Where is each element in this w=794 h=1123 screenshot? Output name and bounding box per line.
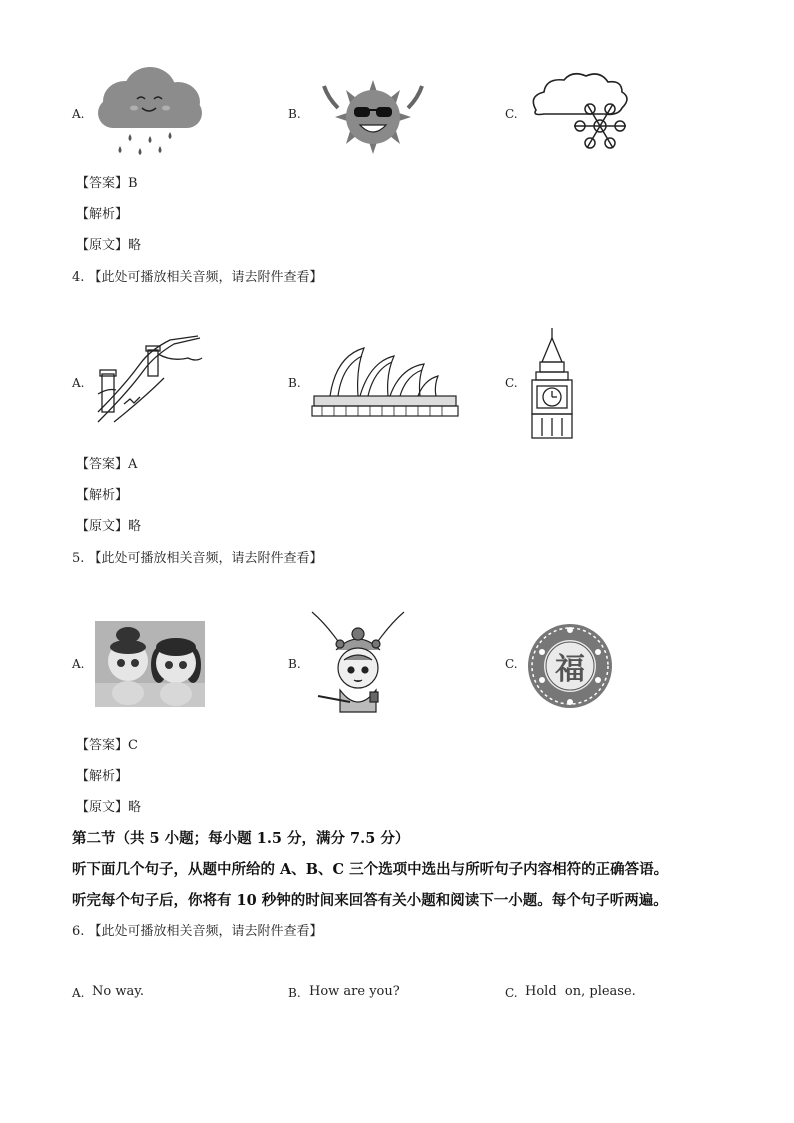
q4-answer: 【答案】A (76, 457, 138, 472)
q5-prompt: 5. 【此处可播放相关音频，请去附件查看】 (72, 551, 323, 566)
rain-cloud-icon (90, 66, 208, 158)
sun-with-sunglasses-icon (310, 78, 436, 156)
option-a-letter: A. (72, 107, 85, 121)
q5-answer: 【答案】C (76, 738, 138, 753)
option-a-text: No way. (92, 984, 144, 999)
q3-answer: 【答案】B (76, 176, 138, 191)
option-c-letter: C. (505, 657, 518, 671)
dolls-photo-icon (95, 621, 205, 707)
sydney-opera-house-icon (310, 344, 460, 420)
fu-character: 福 (555, 652, 585, 687)
q5-original: 【原文】略 (76, 800, 142, 815)
q3-analysis: 【解析】 (76, 207, 129, 222)
option-b-letter: B. (288, 376, 301, 390)
peking-opera-figure-icon (310, 610, 406, 718)
section2-title: 第二节（共 5 小题；每小题 1.5 分，满分 7.5 分） (72, 830, 410, 847)
fu-paper-cut-icon (526, 622, 614, 710)
q4-prompt: 4. 【此处可播放相关音频，请去附件查看】 (72, 270, 323, 285)
option-c-letter: C. (505, 376, 518, 390)
big-ben-icon (526, 326, 578, 440)
option-b-text: How are you? (309, 984, 400, 999)
q4-analysis: 【解析】 (76, 488, 129, 503)
q3-original: 【原文】略 (76, 238, 142, 253)
option-c-letter: C. (505, 986, 518, 1000)
great-wall-icon (94, 334, 204, 428)
section2-instruction-2: 听完每个句子后，你将有 10 秒钟的时间来回答有关小题和阅读下一小题。每个句子听两遍。 (72, 892, 668, 909)
option-b-letter: B. (288, 107, 301, 121)
option-c-letter: C. (505, 107, 518, 121)
q5-analysis: 【解析】 (76, 769, 129, 784)
option-a-letter: A. (72, 657, 85, 671)
section2-instruction-1: 听下面几个句子，从题中所给的 A、B、C 三个选项中选出与所听句子内容相符的正确答语。 (72, 861, 669, 878)
option-b-letter: B. (288, 657, 301, 671)
option-b-letter: B. (288, 986, 301, 1000)
q6-prompt: 6. 【此处可播放相关音频，请去附件查看】 (72, 924, 323, 939)
q4-original: 【原文】略 (76, 519, 142, 534)
option-a-letter: A. (72, 986, 85, 1000)
cloud-snowflake-icon (526, 72, 638, 156)
option-c-text: Hold on, please. (525, 984, 636, 999)
option-a-letter: A. (72, 376, 85, 390)
